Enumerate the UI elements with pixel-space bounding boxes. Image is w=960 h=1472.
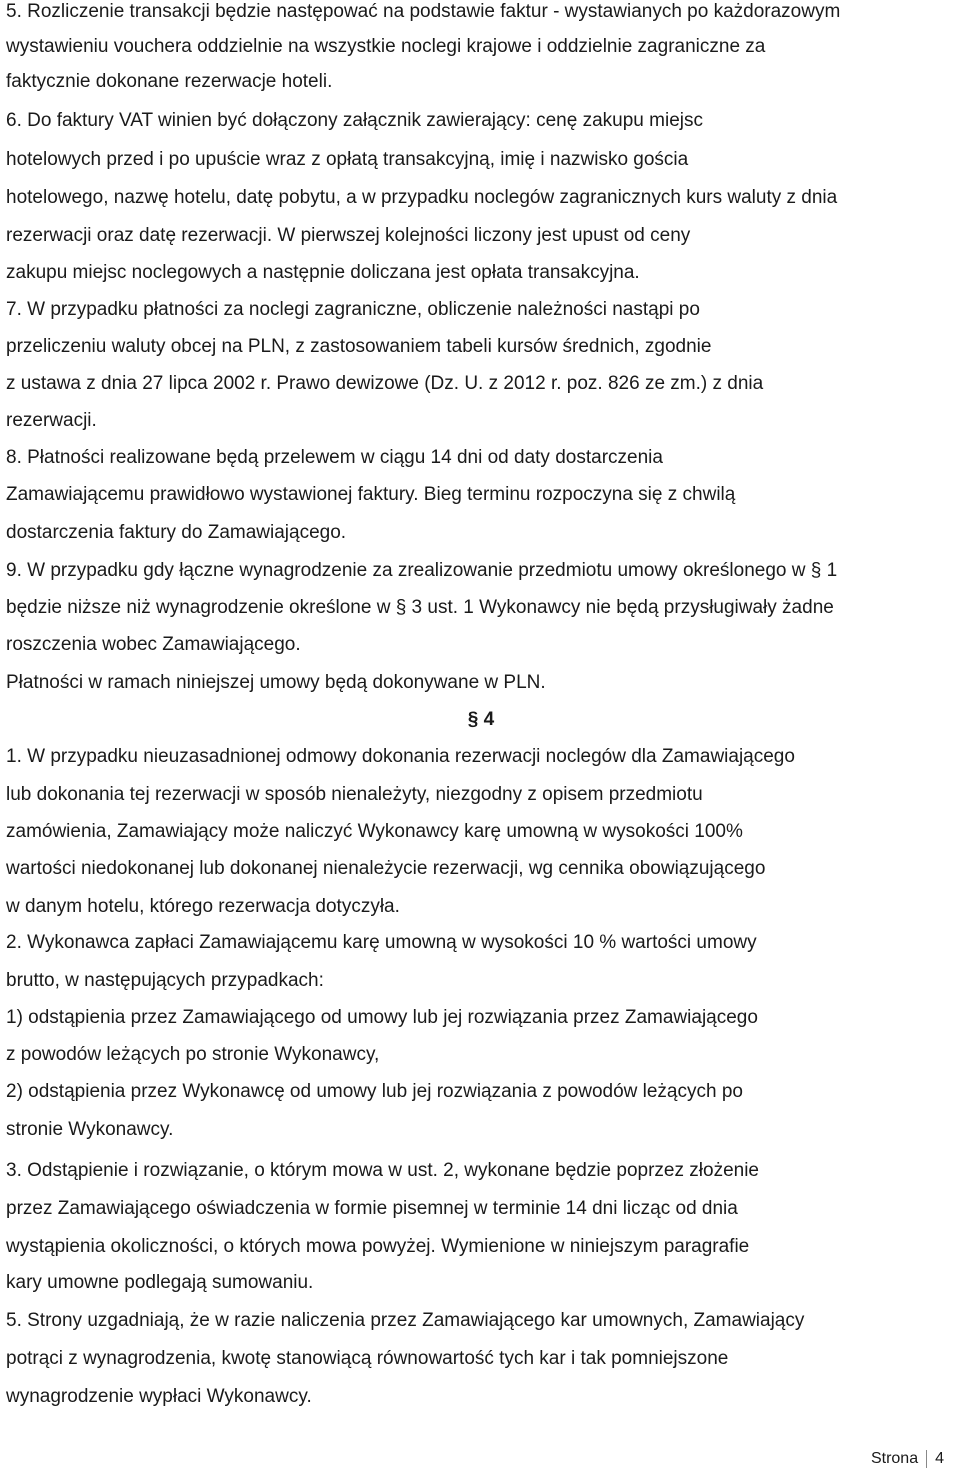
text-line: hotelowego, nazwę hotelu, datę pobytu, a w przypadku noclegów zagranicznych kurs waluty z dnia [6, 187, 838, 208]
text-line: w danym hotelu, którego rezerwacja dotyczyła. [6, 896, 400, 917]
text-line: z ustawa z dnia 27 lipca 2002 r. Prawo dewizowe (Dz. U. z 2012 r. poz. 826 ze zm.) z dnia [6, 373, 764, 394]
text-line: zamówienia, Zamawiający może naliczyć Wykonawcy karę umowną w wysokości 100% [6, 821, 743, 842]
text-line: brutto, w następujących przypadkach: [6, 970, 324, 991]
text-line: z powodów leżących po stronie Wykonawcy, [6, 1044, 380, 1065]
text-line: dostarczenia faktury do Zamawiającego. [6, 522, 347, 543]
text-line: 1) odstąpienia przez Zamawiającego od umowy lub jej rozwiązania przez Zamawiającego [6, 1007, 758, 1028]
text-line: 9. W przypadku gdy łączne wynagrodzenie za zrealizowanie przedmiotu umowy określonego w § 1 [6, 560, 838, 581]
text-line: Płatności w ramach niniejszej umowy będą dokonywane w PLN. [6, 672, 546, 693]
page-number: 4 [935, 1450, 944, 1467]
text-line: wystawieniu vouchera oddzielnie na wszystkie noclegi krajowe i oddzielnie zagraniczne za [6, 36, 766, 57]
section-heading: § 4 [467, 709, 495, 730]
text-line: hotelowych przed i po upuście wraz z opłatą transakcyjną, imię i nazwisko gościa [6, 149, 689, 170]
footer-label: Strona [870, 1450, 919, 1467]
text-line: rezerwacji. [6, 410, 97, 431]
text-line: przeliczeniu waluty obcej na PLN, z zastosowaniem tabeli kursów średnich, zgodnie [6, 336, 712, 357]
text-line: 2) odstąpienia przez Wykonawcę od umowy lub jej rozwiązania z powodów leżących po [6, 1081, 743, 1102]
text-line: stronie Wykonawcy. [6, 1119, 174, 1140]
text-line: 7. W przypadku płatności za noclegi zagraniczne, obliczenie należności nastąpi po [6, 299, 700, 320]
text-line: 5. Rozliczenie transakcji będzie następować na podstawie faktur - wystawianych po każdorazowym [6, 1, 841, 22]
text-line: potrąci z wynagrodzenia, kwotę stanowiącą równowartość tych kar i tak pomniejszone [6, 1348, 729, 1369]
text-line: 1. W przypadku nieuzasadnionej odmowy dokonania rezerwacji noclegów dla Zamawiającego [6, 746, 795, 767]
text-line: lub dokonania tej rezerwacji w sposób nienależyty, niezgodny z opisem przedmiotu [6, 784, 703, 805]
text-line: będzie niższe niż wynagrodzenie określone w § 3 ust. 1 Wykonawcy nie będą przysługiwały żadne [6, 597, 834, 618]
text-line: faktycznie dokonane rezerwacje hoteli. [6, 71, 333, 92]
text-line: rezerwacji oraz datę rezerwacji. W pierwszej kolejności liczony jest upust od ceny [6, 225, 691, 246]
footer-separator [926, 1450, 927, 1468]
text-line: roszczenia wobec Zamawiającego. [6, 634, 301, 655]
page-footer [871, 1448, 944, 1470]
text-line: wartości niedokonanej lub dokonanej nienależycie rezerwacji, wg cennika obowiązującego [6, 858, 766, 879]
text-line: 5. Strony uzgadniają, że w razie naliczenia przez Zamawiającego kar umownych, Zamawiający [6, 1310, 805, 1331]
text-line: Zamawiającemu prawidłowo wystawionej faktury. Bieg terminu rozpoczyna się z chwilą [6, 484, 736, 505]
text-line: 2. Wykonawca zapłaci Zamawiającemu karę umowną w wysokości 10 % wartości umowy [6, 932, 757, 953]
text-line: kary umowne podlegają sumowaniu. [6, 1272, 314, 1293]
text-line: wystąpienia okoliczności, o których mowa powyżej. Wymienione w niniejszym paragrafie [6, 1236, 750, 1257]
text-line: 8. Płatności realizowane będą przelewem w ciągu 14 dni od daty dostarczenia [6, 447, 663, 468]
text-line: 3. Odstąpienie i rozwiązanie, o którym mowa w ust. 2, wykonane będzie poprzez złożenie [6, 1160, 759, 1181]
text-line: przez Zamawiającego oświadczenia w formie pisemnej w terminie 14 dni licząc od dnia [6, 1198, 738, 1219]
text-line: zakupu miejsc noclegowych a następnie doliczana jest opłata transakcyjna. [6, 262, 640, 283]
text-line: wynagrodzenie wypłaci Wykonawcy. [6, 1386, 312, 1407]
text-line: 6. Do faktury VAT winien być dołączony załącznik zawierający: cenę zakupu miejsc [6, 110, 703, 131]
